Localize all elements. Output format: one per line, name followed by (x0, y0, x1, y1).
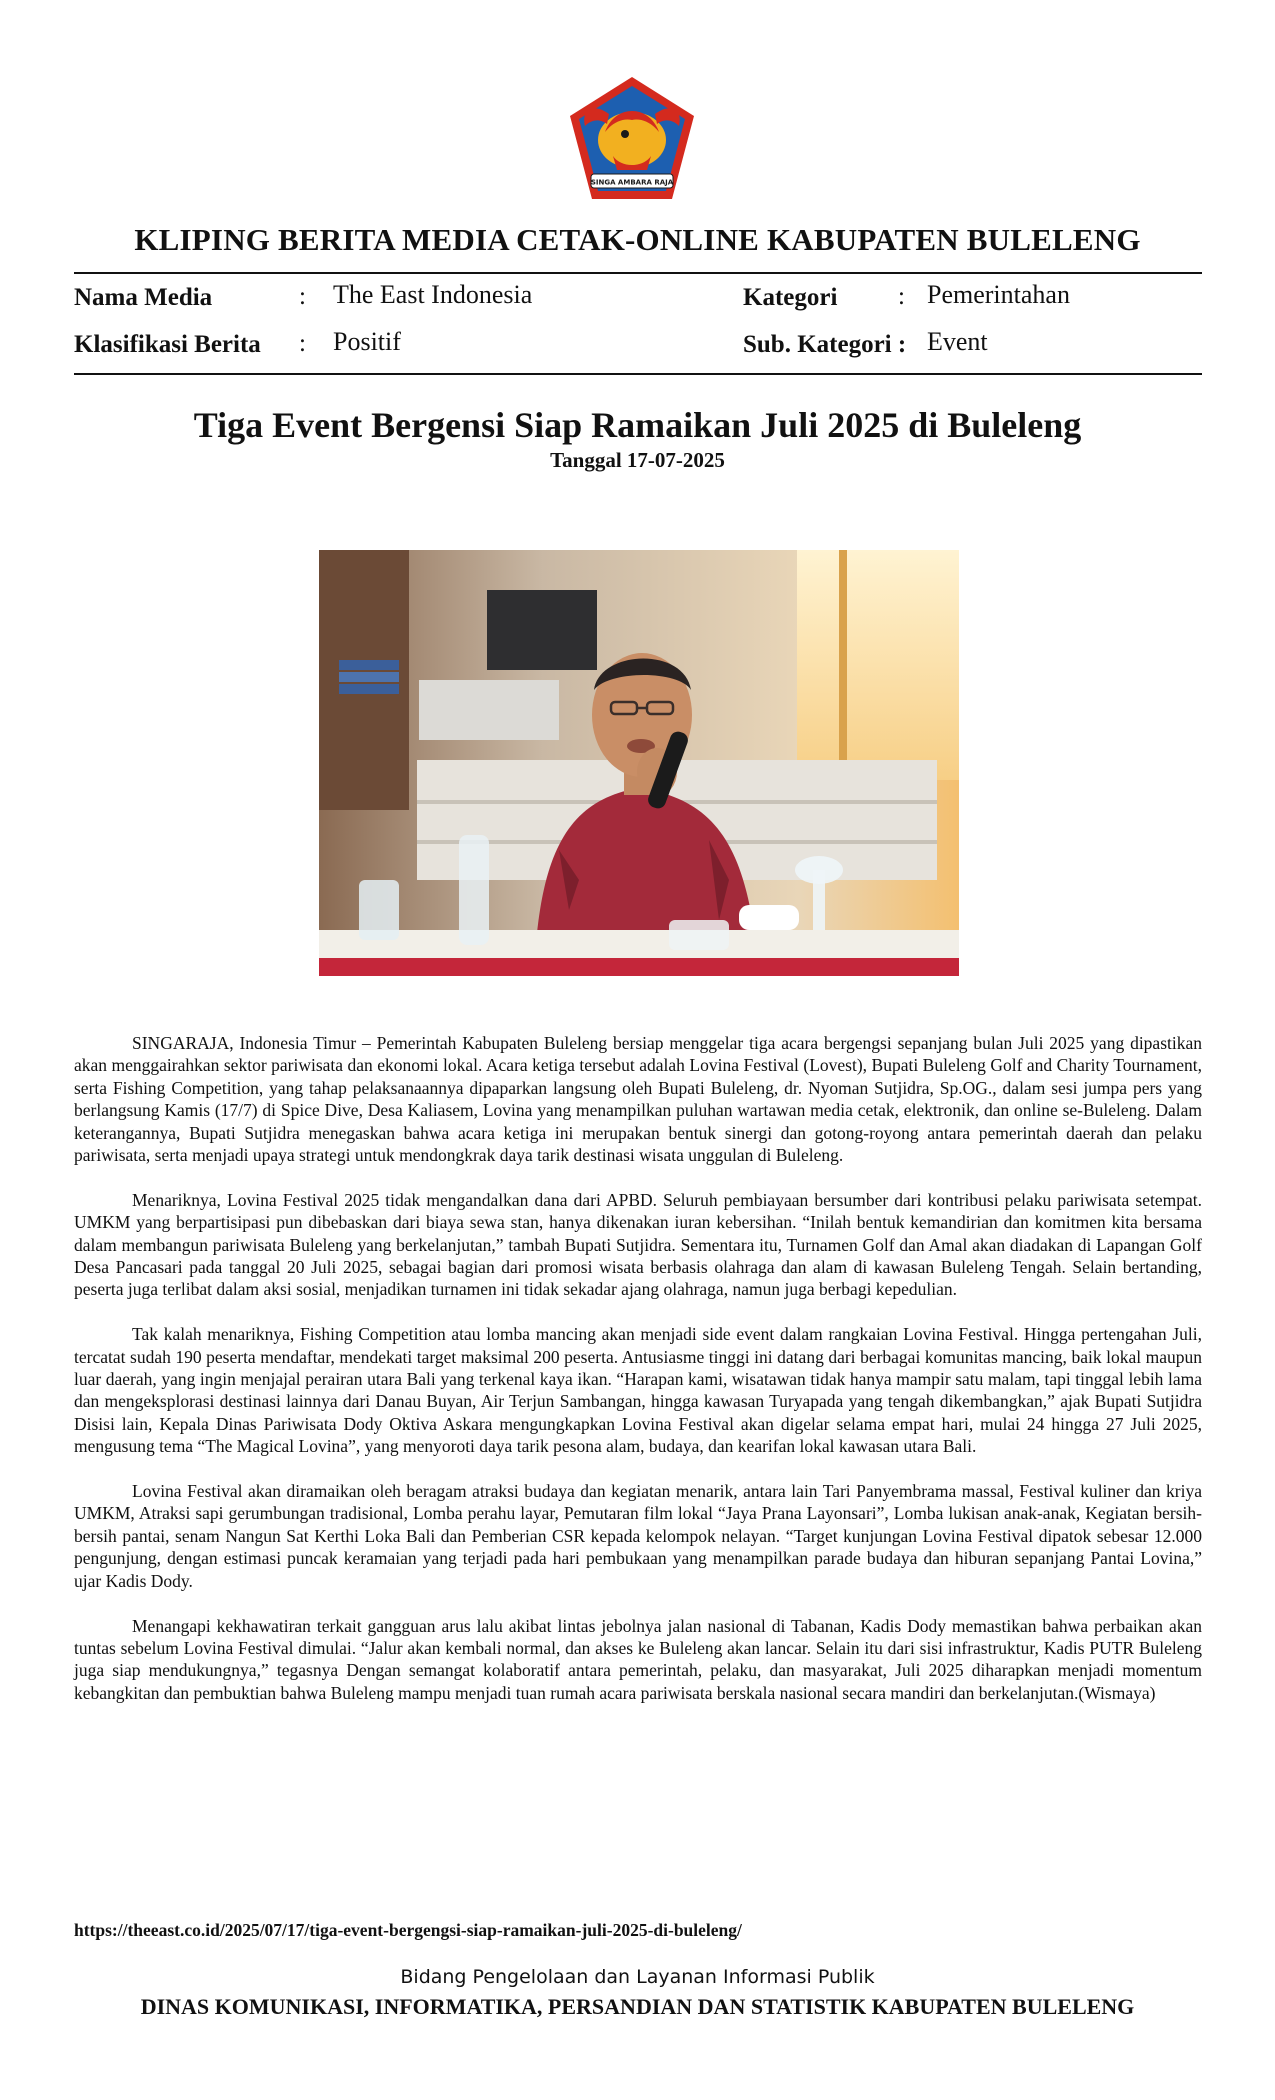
kategori-label: Kategori (743, 284, 838, 311)
clipping-header-title: KLIPING BERITA MEDIA CETAK-ONLINE KABUPATEN BULELENG (134, 222, 1141, 257)
media-value: The East Indonesia (333, 280, 533, 309)
footer-agency: DINAS KOMUNIKASI, INFORMATIKA, PERSANDIAN DAN STATISTIK KABUPATEN BULELENG (140, 1994, 1135, 2019)
article-paragraph: Lovina Festival akan diramaikan oleh beragam atraksi budaya dan kegiatan menarik, antara lain Tari Panyembrama massal, Festival kuliner dan kriya UMKM, Atraksi sapi gerumbungan tradisional, Lomba perahu layar, Pemutaran film lokal “Jaya Prana Layonsari”, Lomba lukisan anak-anak, Kegiatan bersih-bersih pantai, senam Nangun Sat Kerthi Loka Bali dan Pemberian CSR kepada kelompok nelayan. “Target kunjungan Lovina Festival dipatok sebesar 12.000 pengunjung, dengan estimasi puncak keramaian yang terjadi pada hari pembukaan yang menampilkan parade budaya dan hiburan sepanjang Pantai Lovina,” ujar Kadis Dody. (74, 1481, 1202, 1591)
article-paragraph: SINGARAJA, Indonesia Timur – Pemerintah Kabupaten Buleleng bersiap menggelar tiga acara bergengsi sepanjang bulan Juli 2025 yang dipastikan akan menggairahkan sektor pariwisata dan ekonomi lokal. Acara ketiga tersebut adalah Lovina Festival (Lovest), Bupati Buleleng Golf and Charity Tournament, serta Fishing Competition, yang tahap pelaksanaannya dipaparkan langsung oleh Bupati Buleleng, dr. Nyoman Sutjidra, Sp.OG., dalam sesi jumpa pers yang berlangsung Kamis (17/7) di Spice Dive, Desa Kaliasem, Lovina yang menampilkan puluhan wartawan media cetak, elektronik, dan online se-Buleleng. Dalam keterangannya, Bupati Sutjidra menegaskan bahwa acara ketiga ini merupakan bentuk sinergi dan gotong-royong antara pemerintah daerah dan pelaku pariwisata, serta menjadi upaya strategi untuk mendongkrak daya tarik destinasi wisata unggulan di Buleleng. (74, 1033, 1202, 1166)
article-paragraph: Menangapi kekhawatiran terkait gangguan arus lalu akibat lintas jebolnya jalan nasional di Tabanan, Kadis Dody memastikan bahwa perbaikan akan tuntas sebelum Lovina Festival dimulai. “Jalur akan kembali normal, dan akses ke Buleleng akan lancar. Selain itu dari sisi infrastruktur, Kadis PUTR Buleleng juga siap mendukungnya,” tegasnya Dengan semangat kolaboratif antara pemerintah, pelaku, dan masyarakat, Juli 2025 diharapkan menjadi momentum kebangkitan dan pembuktian bahwa Buleleng mampu menjadi tuan rumah acara pariwisata berskala nasional secara mandiri dan berkelanjutan.(Wismaya) (74, 1615, 1202, 1703)
article-date: Tanggal 17-07-2025 (550, 448, 725, 472)
article-paragraph: Menariknya, Lovina Festival 2025 tidak mengandalkan dana dari APBD. Seluruh pembiayaan bersumber dari kontribusi pelaku pariwisata setempat. UMKM yang berpartisipasi pun dibebaskan dari biaya sewa stan, hanya dikenakan iuran kebersihan. “Inilah bentuk kemandirian dan komitmen kita bersama dalam membangun pariwisata Buleleng yang berkelanjutan,” tambah Bupati Sutjidra. Sementara itu, Turnamen Golf dan Amal akan diadakan di Lapangan Golf Desa Pancasari pada tanggal 20 Juli 2025, sebagai bagian dari promosi wisata berbasis olahraga dan alam di kawasan Buleleng Tengah. Selain bertanding, peserta juga terlibat dalam aksi sosial, menjadikan turnamen ini tidak sekadar ajang olahraga, namun juga berbagi kepedulian. (74, 1189, 1202, 1300)
media-label: Nama Media (74, 284, 213, 311)
subkategori-label: Sub. Kategori : (743, 331, 907, 358)
article-title: Tiga Event Bergensi Siap Ramaikan Juli 2025 di Buleleng (193, 405, 1082, 445)
footer-division: Bidang Pengelolaan dan Layanan Informasi Publik (400, 1966, 875, 1988)
header-rule-bottom (74, 373, 1202, 375)
header-rule-top (74, 272, 1202, 274)
logo-motto: SINGA AMBARA RAJA (590, 178, 674, 187)
source-link[interactable]: https://theeast.co.id/2025/07/17/tiga-event-bergengsi-siap-ramaikan-juli-2025-di-buleleng/ (74, 1920, 742, 1940)
klasifikasi-value: Positif (333, 327, 401, 356)
klasifikasi-colon: : (299, 330, 306, 357)
kategori-value: Pemerintahan (927, 280, 1070, 309)
kategori-colon: : (898, 283, 905, 310)
klasifikasi-label: Klasifikasi Berita (74, 331, 261, 358)
buleleng-singa-ambara-raja-emblem-icon (565, 74, 699, 202)
article-body (74, 1032, 1202, 1727)
press-conference-photo-icon (319, 550, 959, 976)
article-paragraph: Tak kalah menariknya, Fishing Competition atau lomba mancing akan menjadi side event dalam rangkaian Lovina Festival. Hingga pertengahan Juli, tercatat sudah 190 peserta mendaftar, mendekati target maksimal 200 peserta. Antusiasme tinggi ini datang dari berbagai komunitas mancing, baik lokal maupun luar daerah, yang ingin menjajal perairan utara Bali yang terkenal kaya ikan. “Harapan kami, wisatawan tidak hanya mampir satu malam, tapi tinggal lebih lama dan mengeksplorasi destinasi lainnya dari Danau Buyan, Air Terjun Sambangan, hingga kawasan Turyapada yang tengah dikembangkan,” ajak Bupati Sutjidra Disisi lain, Kepala Dinas Pariwisata Dody Oktiva Askara mengungkapkan Lovina Festival akan digelar selama empat hari, mulai 24 hingga 27 Juli 2025, mengusung tema “The Magical Lovina”, yang menyoroti daya tarik pesona alam, budaya, dan kearifan lokal kawasan utara Bali. (74, 1324, 1202, 1457)
media-colon: : (299, 283, 306, 310)
subkategori-value: Event (927, 327, 988, 356)
